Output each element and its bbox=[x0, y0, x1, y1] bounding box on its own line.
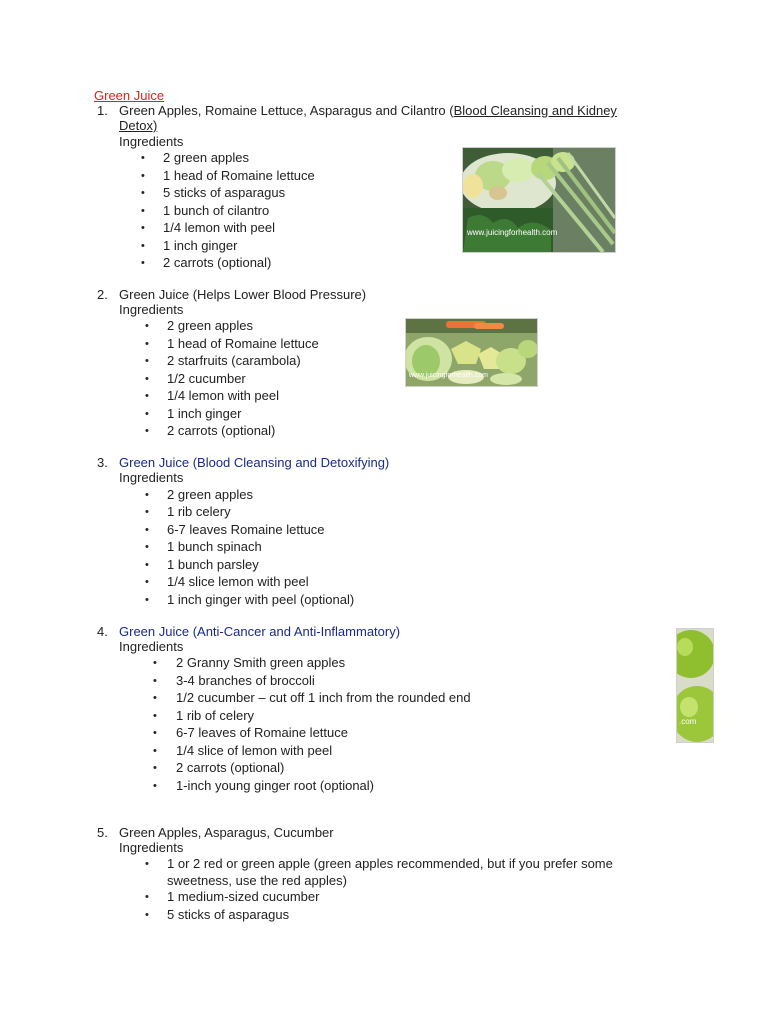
recipe-1-item: 1/4 lemon with peel bbox=[163, 220, 276, 235]
bullet: • bbox=[145, 594, 149, 606]
photo-2-watermark: www.juicingforhealth.com bbox=[409, 372, 488, 379]
recipe-4-number: 4. bbox=[97, 624, 108, 639]
recipe-5-number: 5. bbox=[97, 825, 108, 840]
recipe-1-link-continued[interactable]: Detox) bbox=[119, 118, 158, 133]
bullet: • bbox=[145, 576, 149, 588]
recipe-1-ingredients-label: Ingredients bbox=[119, 134, 184, 149]
recipe-3-name: Green Juice (Blood Cleansing and Detoxifying) bbox=[119, 455, 390, 470]
bullet: • bbox=[153, 727, 157, 739]
recipe-1-number: 1. bbox=[97, 103, 108, 118]
recipe-3-number: 3. bbox=[97, 455, 108, 470]
recipe-3-item: 2 green apples bbox=[167, 487, 254, 502]
recipe-2-name: Green Juice (Helps Lower Blood Pressure) bbox=[119, 287, 367, 302]
bullet: • bbox=[141, 187, 145, 199]
recipe-1-item: 1 inch ginger bbox=[163, 238, 238, 253]
recipe-2-item: 2 carrots (optional) bbox=[167, 423, 276, 438]
bullet: • bbox=[145, 390, 149, 402]
recipe-3-item: 1 inch ginger with peel (optional) bbox=[167, 592, 355, 607]
bullet: • bbox=[145, 408, 149, 420]
recipe-1-item: 1 bunch of cilantro bbox=[163, 203, 270, 218]
bullet: • bbox=[145, 489, 149, 501]
recipe-5-item: 1 or 2 red or green apple (green apples recommended, but if you prefer some bbox=[167, 856, 613, 871]
bullet: • bbox=[145, 909, 149, 921]
recipe-1-name: Green Apples, Romaine Lettuce, Asparagus and Cilantro ( bbox=[119, 103, 454, 118]
recipe-4-item: 2 Granny Smith green apples bbox=[176, 655, 346, 670]
bullet: • bbox=[145, 320, 149, 332]
recipe-4-item: 1/2 cucumber – cut off 1 inch from the rounded end bbox=[176, 690, 471, 705]
bullet: • bbox=[153, 710, 157, 722]
bullet: • bbox=[141, 240, 145, 252]
recipe-4-item: 1 rib of celery bbox=[176, 708, 255, 723]
recipe-2-number: 2. bbox=[97, 287, 108, 302]
recipe-5-item-continued: sweetness, use the red apples) bbox=[167, 873, 347, 888]
recipe-4-item: 1-inch young ginger root (optional) bbox=[176, 778, 375, 793]
bullet: • bbox=[141, 170, 145, 182]
recipe-5-name: Green Apples, Asparagus, Cucumber bbox=[119, 825, 334, 840]
recipe-4-item: 6-7 leaves of Romaine lettuce bbox=[176, 725, 348, 740]
green-juice-ingredients-photo-2 bbox=[405, 318, 538, 387]
recipe-1-heading bbox=[119, 103, 617, 119]
recipe-2-item: 2 green apples bbox=[167, 318, 254, 333]
recipe-3-ingredients-label: Ingredients bbox=[119, 470, 184, 485]
recipe-1-item: 2 green apples bbox=[163, 150, 250, 165]
bullet: • bbox=[145, 891, 149, 903]
bullet: • bbox=[145, 338, 149, 350]
bullet: • bbox=[153, 780, 157, 792]
recipe-1-item: 2 carrots (optional) bbox=[163, 255, 272, 270]
bullet: • bbox=[141, 152, 145, 164]
recipe-3-item: 1 rib celery bbox=[167, 504, 231, 519]
bullet: • bbox=[145, 355, 149, 367]
recipe-1-link[interactable]: Blood Cleansing and Kidney bbox=[453, 103, 617, 118]
bullet: • bbox=[153, 692, 157, 704]
bullet: • bbox=[141, 222, 145, 234]
bullet: • bbox=[145, 425, 149, 437]
recipe-2-item: 2 starfruits (carambola) bbox=[167, 353, 301, 368]
recipe-1-item: 1 head of Romaine lettuce bbox=[163, 168, 315, 183]
recipe-2-item: 1/2 cucumber bbox=[167, 371, 246, 386]
recipe-2-ingredients-label: Ingredients bbox=[119, 302, 184, 317]
recipe-2-item: 1 inch ginger bbox=[167, 406, 242, 421]
green-apples-photo bbox=[676, 628, 714, 743]
bullet: • bbox=[145, 506, 149, 518]
bullet: • bbox=[145, 559, 149, 571]
bullet: • bbox=[153, 657, 157, 669]
bullet: • bbox=[141, 257, 145, 269]
recipe-5-item: 1 medium-sized cucumber bbox=[167, 889, 320, 904]
document-title: Green Juice bbox=[94, 88, 165, 103]
recipe-3-item: 1 bunch spinach bbox=[167, 539, 262, 554]
bullet: • bbox=[141, 205, 145, 217]
bullet: • bbox=[153, 762, 157, 774]
bullet: • bbox=[145, 524, 149, 536]
recipe-3-item: 1/4 slice lemon with peel bbox=[167, 574, 309, 589]
recipe-2-item: 1 head of Romaine lettuce bbox=[167, 336, 319, 351]
recipe-5-item: 5 sticks of asparagus bbox=[167, 907, 290, 922]
bullet: • bbox=[153, 675, 157, 687]
recipe-4-item: 1/4 slice of lemon with peel bbox=[176, 743, 333, 758]
bullet: • bbox=[145, 858, 149, 870]
recipe-2-item: 1/4 lemon with peel bbox=[167, 388, 280, 403]
photo-1-watermark: www.juicingforhealth.com bbox=[467, 228, 558, 237]
bullet: • bbox=[145, 373, 149, 385]
recipe-1-item: 5 sticks of asparagus bbox=[163, 185, 286, 200]
recipe-4-item: 3-4 branches of broccoli bbox=[176, 673, 315, 688]
recipe-4-name: Green Juice (Anti-Cancer and Anti-Inflammatory) bbox=[119, 624, 401, 639]
photo-3-watermark: .com bbox=[679, 717, 697, 726]
recipe-5-ingredients-label: Ingredients bbox=[119, 840, 184, 855]
recipe-4-item: 2 carrots (optional) bbox=[176, 760, 285, 775]
bullet: • bbox=[145, 541, 149, 553]
recipe-3-item: 6-7 leaves Romaine lettuce bbox=[167, 522, 325, 537]
recipe-3-item: 1 bunch parsley bbox=[167, 557, 259, 572]
recipe-4-ingredients-label: Ingredients bbox=[119, 639, 184, 654]
bullet: • bbox=[153, 745, 157, 757]
green-juice-ingredients-photo-1 bbox=[462, 147, 616, 253]
